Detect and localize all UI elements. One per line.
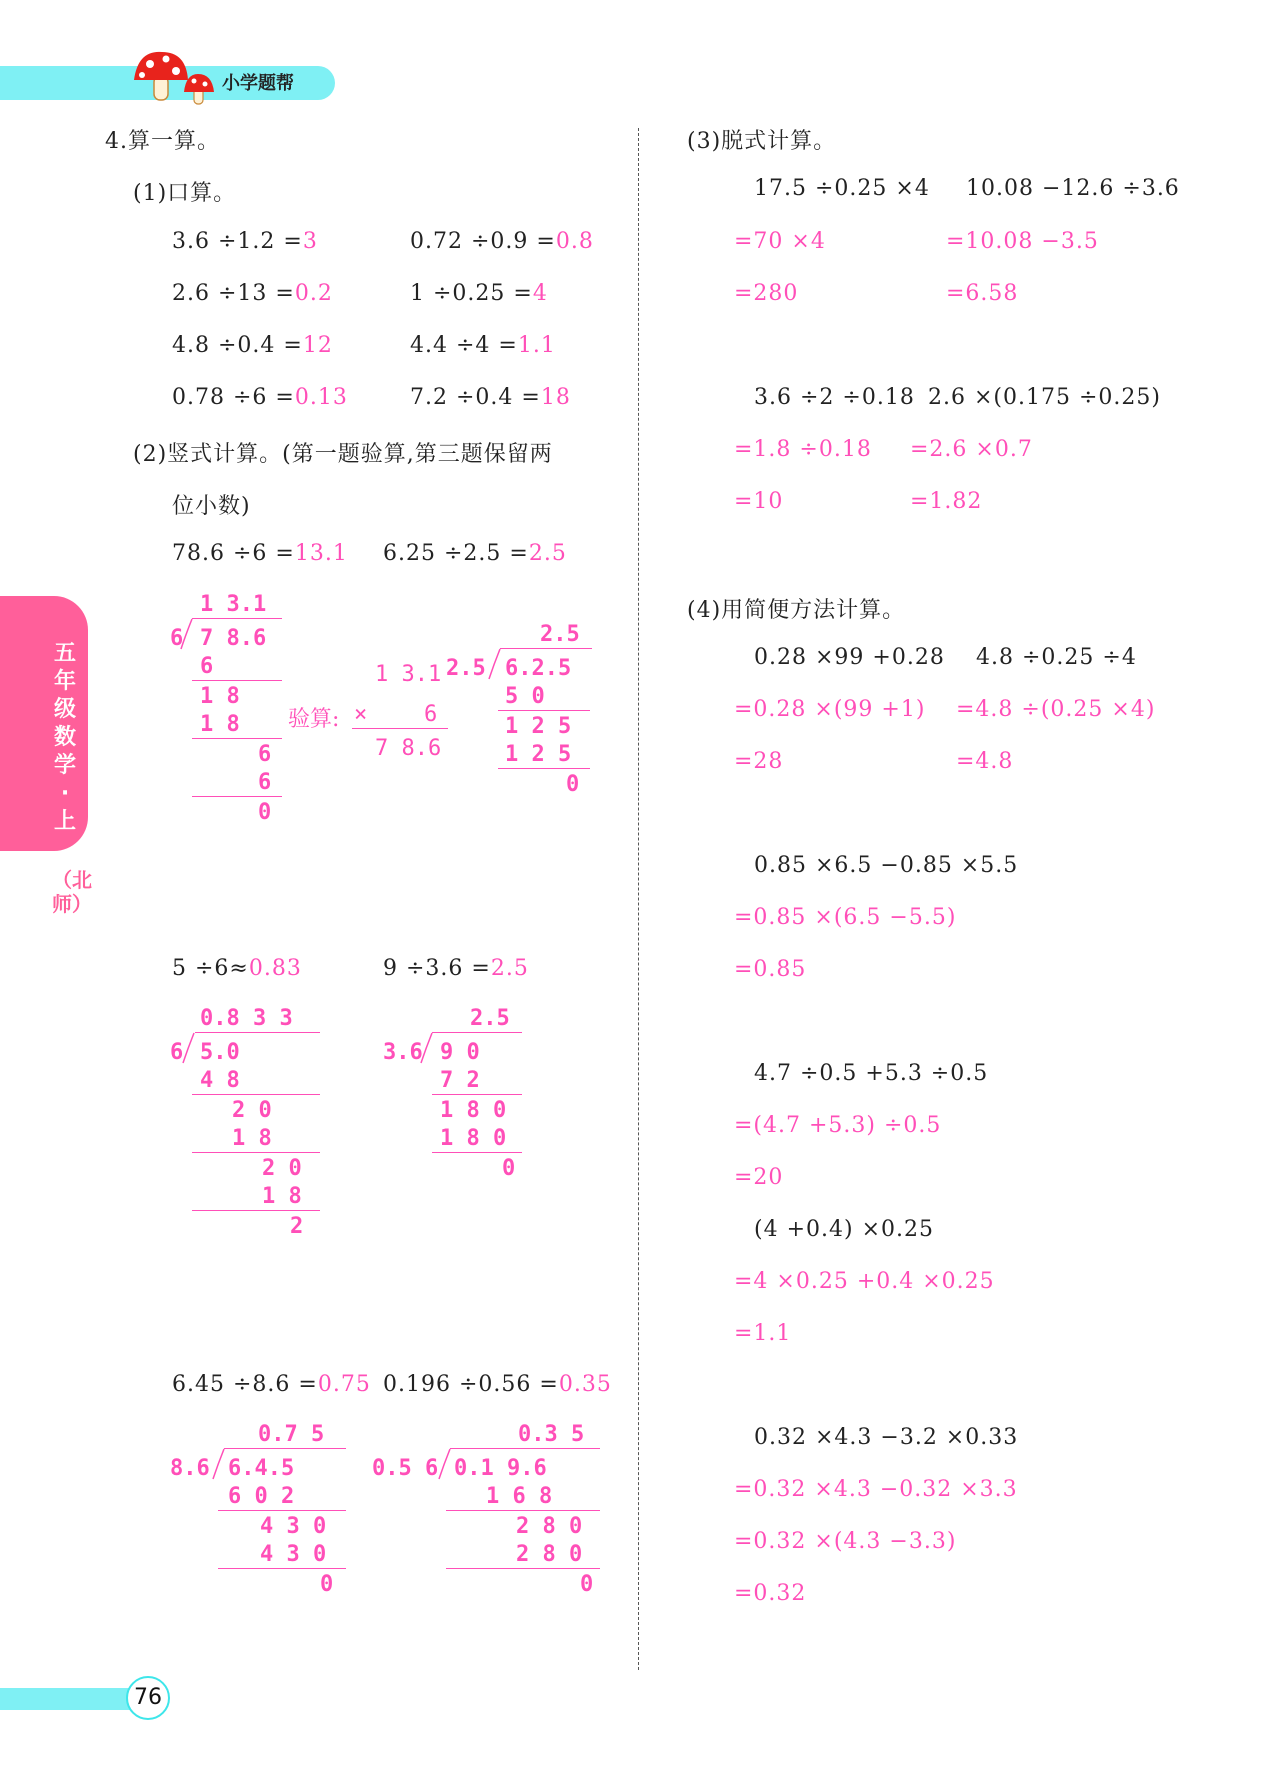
simplify-question: (4 +0.4) ×0.25 bbox=[754, 1217, 934, 1242]
vertical-item: 0.196 ÷0.56 =0.35 bbox=[383, 1372, 612, 1397]
calc-step: =6.58 bbox=[946, 281, 1019, 306]
simplify-question: 0.32 ×4.3 −3.2 ×0.33 bbox=[754, 1425, 1019, 1450]
page-number: 76 bbox=[126, 1676, 170, 1720]
simplify-step: =28 bbox=[734, 749, 784, 774]
calc-step: =10 bbox=[734, 489, 784, 514]
simplify-step: =0.85 ×(6.5 −5.5) bbox=[734, 905, 957, 930]
simplify-step: =4.8 ÷(0.25 ×4) bbox=[956, 697, 1156, 722]
simplify-step: =0.28 ×(99 +1) bbox=[734, 697, 926, 722]
column-divider bbox=[638, 128, 639, 1670]
simplify-step: =(4.7 +5.3) ÷0.5 bbox=[734, 1113, 942, 1138]
calc-step: =1.8 ÷0.18 bbox=[734, 437, 872, 462]
problem-title: 4.算一算。 bbox=[105, 129, 220, 154]
calc-question: 3.6 ÷2 ÷0.18 bbox=[754, 385, 915, 410]
part4-title: (4)用简便方法计算。 bbox=[687, 598, 906, 623]
oral-item: 0.78 ÷6 =0.13 bbox=[172, 385, 348, 410]
simplify-step: =0.85 bbox=[734, 957, 807, 982]
part1-title: (1)口算。 bbox=[133, 181, 237, 206]
simplify-step: =0.32 ×4.3 −0.32 ×3.3 bbox=[734, 1477, 1018, 1502]
calc-question: 10.08 −12.6 ÷3.6 bbox=[966, 176, 1180, 201]
simplify-question: 4.7 ÷0.5 +5.3 ÷0.5 bbox=[754, 1061, 989, 1086]
simplify-step: =0.32 bbox=[734, 1581, 807, 1606]
calc-step: =280 bbox=[734, 281, 799, 306]
simplify-step: =20 bbox=[734, 1165, 784, 1190]
header-title: 小学题帮 bbox=[222, 73, 294, 94]
part2-title: (2)竖式计算。(第一题验算,第三题保留两 bbox=[133, 442, 553, 467]
vertical-item: 78.6 ÷6 =13.1 bbox=[172, 541, 348, 566]
calc-question: 2.6 ×(0.175 ÷0.25) bbox=[928, 385, 1161, 410]
mushroom-icon bbox=[128, 46, 224, 110]
calc-step: =2.6 ×0.7 bbox=[910, 437, 1033, 462]
footer-band bbox=[0, 1688, 140, 1710]
vertical-item: 9 ÷3.6 =2.5 bbox=[383, 956, 529, 981]
oral-item: 0.72 ÷0.9 =0.8 bbox=[410, 229, 594, 254]
simplify-step: =4.8 bbox=[956, 749, 1014, 774]
part2-title-cont: 位小数) bbox=[172, 494, 251, 519]
simplify-question: 4.8 ÷0.25 ÷4 bbox=[976, 645, 1137, 670]
oral-item: 7.2 ÷0.4 =18 bbox=[410, 385, 571, 410]
vertical-item: 6.45 ÷8.6 =0.75 bbox=[172, 1372, 371, 1397]
calc-question: 17.5 ÷0.25 ×4 bbox=[754, 176, 930, 201]
part3-title: (3)脱式计算。 bbox=[687, 129, 837, 154]
vertical-item: 6.25 ÷2.5 =2.5 bbox=[383, 541, 567, 566]
oral-item: 4.4 ÷4 =1.1 bbox=[410, 333, 556, 358]
vertical-item: 5 ÷6≈0.83 bbox=[172, 956, 302, 981]
calc-step: =1.82 bbox=[910, 489, 983, 514]
calc-step: =10.08 −3.5 bbox=[946, 229, 1099, 254]
simplify-question: 0.28 ×99 +0.28 bbox=[754, 645, 945, 670]
oral-item: 2.6 ÷13 =0.2 bbox=[172, 281, 333, 306]
side-grade-label: 五年级数学·上 bbox=[53, 641, 76, 834]
side-publisher-label: （北师） bbox=[52, 868, 92, 916]
oral-item: 4.8 ÷0.4 =12 bbox=[172, 333, 333, 358]
oral-item: 1 ÷0.25 =4 bbox=[410, 281, 548, 306]
simplify-step: =1.1 bbox=[734, 1321, 792, 1346]
calc-step: =70 ×4 bbox=[734, 229, 826, 254]
simplify-question: 0.85 ×6.5 −0.85 ×5.5 bbox=[754, 853, 1019, 878]
oral-item: 3.6 ÷1.2 =3 bbox=[172, 229, 318, 254]
simplify-step: =4 ×0.25 +0.4 ×0.25 bbox=[734, 1269, 995, 1294]
simplify-step: =0.32 ×(4.3 −3.3) bbox=[734, 1529, 957, 1554]
